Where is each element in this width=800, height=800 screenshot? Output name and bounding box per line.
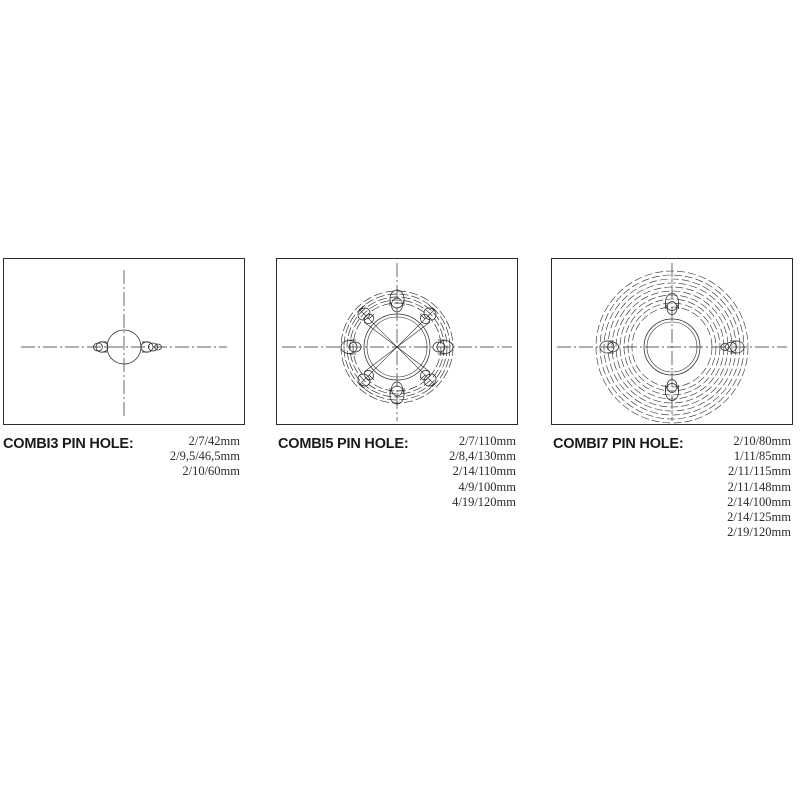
spec-item: 2/11/115mm <box>728 464 791 479</box>
spec-item: 2/14/125mm <box>727 510 791 525</box>
spec-item: 4/19/120mm <box>452 494 516 509</box>
spec-item: 2/14/100mm <box>727 494 791 509</box>
panel-combi3 <box>3 258 245 425</box>
spec-item: 2/10/80mm <box>733 434 791 448</box>
caption-combi3: COMBI3 PIN HOLE: <box>3 436 134 452</box>
spec-item: 2/8,4/130mm <box>448 449 516 464</box>
spec-list-combi7 <box>551 434 791 540</box>
spec-item: 2/10/60mm <box>182 464 240 479</box>
spec-item: 2/7/110mm <box>458 434 516 448</box>
spec-list-combi5 <box>276 434 516 510</box>
panel-combi7 <box>551 258 793 425</box>
spec-item: 2/14/110mm <box>452 464 516 479</box>
spec-item: 2/9,5/46,5mm <box>169 449 240 464</box>
spec-item: 1/11/85mm <box>733 449 791 464</box>
panel-combi3-drawing <box>3 258 245 425</box>
spec-item: 2/11/148mm <box>727 479 791 494</box>
panel-combi5 <box>276 258 518 425</box>
panel-combi7-drawing <box>551 258 793 425</box>
spec-item: 2/7/42mm <box>188 434 240 448</box>
spec-item: 4/9/100mm <box>458 479 516 494</box>
spec-item: 2/19/120mm <box>727 525 791 540</box>
spec-list-combi3 <box>0 434 240 480</box>
caption-combi5: COMBI5 PIN HOLE: <box>278 436 409 452</box>
panel-combi5-drawing <box>276 258 518 425</box>
caption-combi7: COMBI7 PIN HOLE: <box>553 436 684 452</box>
